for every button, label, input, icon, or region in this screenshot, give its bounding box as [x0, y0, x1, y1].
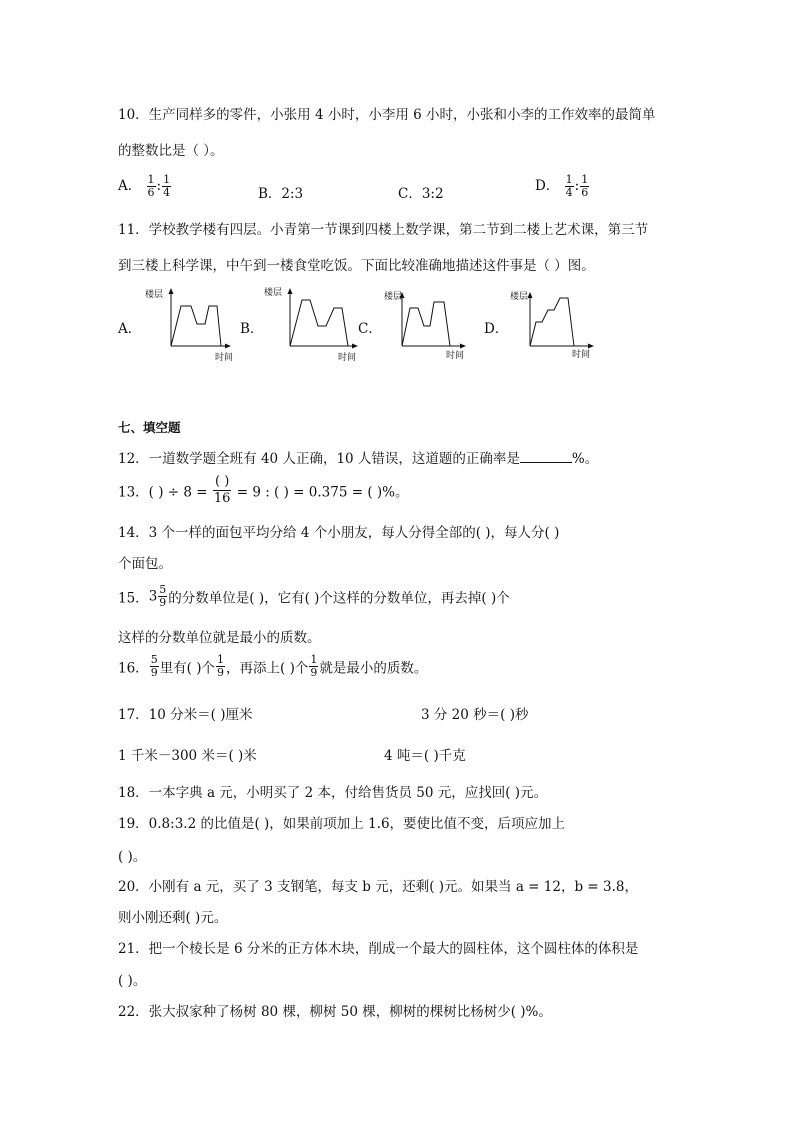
q18: 18．一本字典 a 元，小明买了 2 本，付给售货员 50 元，应找回( )元。: [118, 785, 548, 801]
option-label: D．: [535, 178, 560, 194]
mixed-whole: 3: [148, 588, 158, 605]
floor-time-graph-c: [382, 286, 470, 366]
q10-line2: 的整数比是（ ）。: [118, 143, 224, 159]
y-axis-label: 楼层: [510, 292, 529, 302]
q11-option-b[interactable]: B．: [240, 321, 264, 337]
y-axis-label: 楼层: [384, 292, 403, 302]
q17-c: 1 千米－300 米＝( )米: [118, 748, 257, 764]
q16-text: 里有( )个: [159, 660, 216, 677]
ratio-sep: :: [156, 178, 162, 194]
x-axis-label: 时间: [215, 353, 234, 363]
x-axis-label: 时间: [572, 350, 591, 360]
q13-part1: 13．( ) ÷ 8 =: [118, 484, 208, 501]
fraction: $\frac{5}{9}$: [159, 583, 167, 609]
q17-d: 4 吨＝( )千克: [384, 748, 466, 764]
q13: [118, 474, 408, 507]
q22: 22．张大叔家种了杨树 80 棵，柳树 50 棵，柳树的棵树比杨树少( )%。: [118, 1004, 552, 1020]
q17-a: 17．10 分米＝( )厘米: [118, 707, 253, 723]
q14-line1: 14．3 个一样的面包平均分给 4 个小朋友，每人分得全部的( )，每人分( ): [118, 525, 560, 541]
q11-option-a[interactable]: A．: [118, 321, 142, 337]
q10-option-c[interactable]: C．3:2: [398, 186, 444, 202]
fraction: $\frac{1}{9}$: [310, 653, 318, 679]
floor-time-graph-d: [508, 286, 598, 366]
floor-time-graph-b: [262, 284, 362, 366]
option-label: A．: [118, 178, 142, 194]
fraction: $\frac{1}{9}$: [217, 653, 225, 679]
q10-option-d[interactable]: [535, 174, 590, 199]
q15-text: 的分数单位是( )，它有( )个这样的分数单位，再去掉( )个: [168, 590, 510, 607]
section-title: 七、填空题: [118, 420, 181, 435]
fraction: $\frac{1}{4}$: [163, 173, 171, 199]
q10-line1: 10．生产同样多的零件，小张用 4 小时，小李用 6 小时，小张和小李的工作效率的最简单: [118, 107, 656, 123]
fraction: $\frac{1}{6}$: [581, 173, 589, 199]
q11-line2: 到三楼上科学课，中午到一楼食堂吃饭。下面比较准确地描述这件事是（ ）图。: [118, 258, 595, 274]
floor-time-graph-a: [143, 284, 235, 366]
q12-suffix: %。: [571, 451, 599, 467]
q19-line2: ( )。: [118, 849, 147, 865]
q21-line2: ( )。: [118, 973, 147, 989]
x-axis-label: 时间: [446, 351, 465, 361]
q13-part2: = 9 : ( ) = 0.375 = ( )%。: [236, 484, 409, 501]
q15-line1: [118, 584, 510, 609]
fraction: $\frac{5}{9}$: [150, 653, 158, 679]
q15-number: 15．: [118, 590, 149, 607]
answer-blank[interactable]: [520, 450, 572, 463]
q12: [118, 447, 598, 467]
q14-line2: 个面包。: [118, 556, 172, 572]
y-axis-label: 楼层: [145, 290, 164, 300]
q15-line2: 这样的分数单位就是最小的质数。: [118, 630, 321, 646]
q10-option-b[interactable]: B．2:3: [258, 186, 304, 202]
q12-text: 12．一道数学题全班有 40 人正确，10 人错误，这道题的正确率是: [118, 451, 520, 467]
q11-line1: 11．学校教学楼有四层。小青第一节课到四楼上数学课，第二节到二楼上艺术课，第三节: [118, 222, 649, 238]
q16-number: 16．: [118, 660, 149, 677]
q16-text: 就是最小的质数。: [319, 660, 428, 677]
y-axis-label: 楼层: [264, 288, 283, 298]
x-axis-label: 时间: [338, 353, 357, 363]
q11-option-d[interactable]: D．: [484, 321, 509, 337]
q17-b: 3 分 20 秒＝( )秒: [421, 707, 529, 723]
fraction: $\frac{1}{6}$: [147, 173, 155, 199]
fraction: $\frac{1}{4}$: [565, 173, 573, 199]
q20-line2: 则小刚还剩( )元。: [118, 910, 228, 926]
ratio-sep: :: [574, 178, 580, 194]
q16: [118, 654, 427, 679]
q19-line1: 19．0.8:3.2 的比值是( )，如果前项加上 1.6，要使比值不变，后项应加上: [118, 816, 566, 832]
q21-line1: 21．把一个棱长是 6 分米的正方体木块，削成一个最大的圆柱体，这个圆柱体的体积是: [118, 941, 639, 957]
q11-option-c[interactable]: C．: [358, 321, 382, 337]
fraction: $\frac{( )}{16}$: [213, 474, 231, 506]
q16-text: ，再添上( )个: [226, 660, 309, 677]
q20-line1: 20．小刚有 a 元，买了 3 支钢笔，每支 b 元，还剩( )元。如果当 a = 12，b = 3.8，: [118, 879, 638, 895]
q10-option-a[interactable]: [118, 174, 172, 199]
